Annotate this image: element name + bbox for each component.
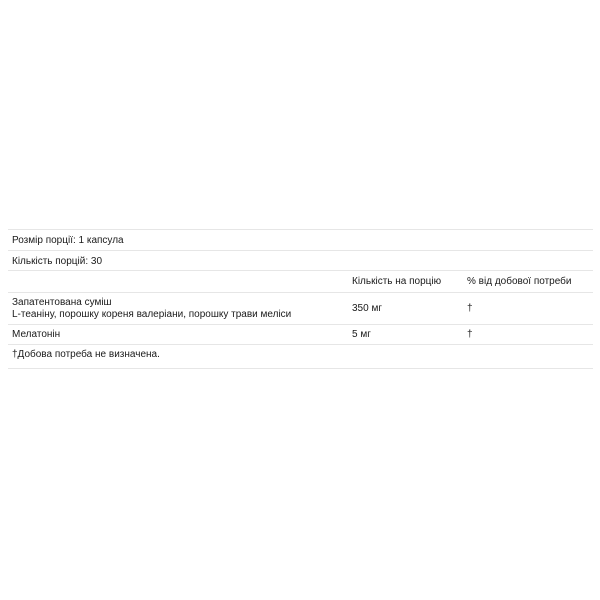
ingredient-daily-value: † [467,303,473,314]
ingredient-subtext: L-теаніну, порошку кореня валеріани, порошку трави меліси [12,309,292,320]
footnote-text: †Добова потреба не визначена. [12,349,160,360]
column-header-row [8,271,593,293]
servings-per-container-row [8,251,593,271]
ingredient-name: Запатентована суміш [12,297,112,308]
daily-value-header: % від добової потреби [467,276,572,287]
serving-size-label: Розмір порції: 1 капсула [12,235,124,246]
amount-per-serving-header: Кількість на порцію [352,276,442,287]
footnote-row [8,345,593,369]
serving-size-row [8,229,593,251]
ingredient-row [8,293,593,325]
servings-per-container-label: Кількість порцій: 30 [12,256,103,267]
ingredient-name-cell [12,297,291,321]
ingredient-amount: 350 мг [352,303,382,314]
ingredient-amount: 5 мг [352,329,371,340]
ingredient-name: Мелатонін [12,329,61,340]
ingredient-row [8,325,593,345]
ingredient-daily-value: † [467,329,473,340]
supplement-facts-table [8,229,593,369]
